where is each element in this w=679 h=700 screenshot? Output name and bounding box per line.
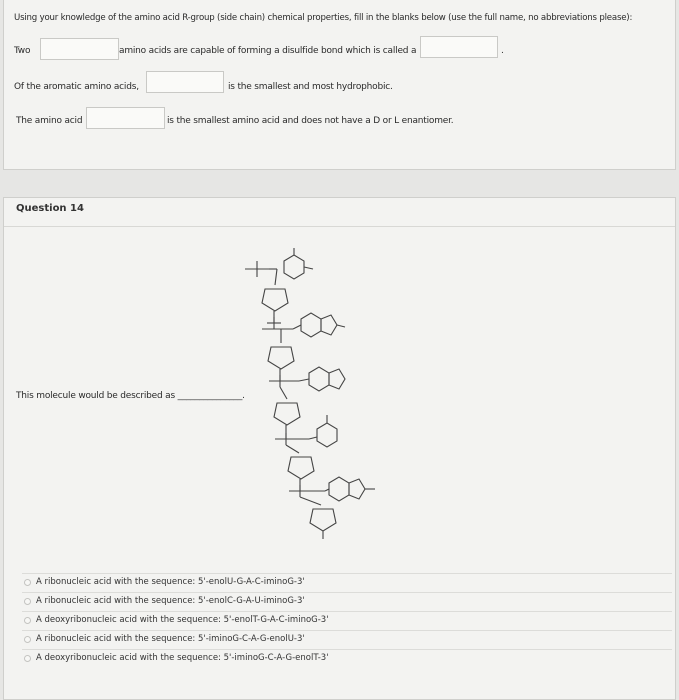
blank-1[interactable] — [40, 38, 119, 60]
answer-option-label: A ribonucleic acid with the sequence: 5'-iminoG-C-A-G-enolU-3' — [36, 634, 305, 644]
question-13-panel — [3, 0, 676, 170]
answer-option-1[interactable] — [22, 573, 672, 593]
q13-line3-pre: The amino acid — [16, 116, 83, 126]
answer-option-5[interactable] — [22, 649, 672, 669]
q13-line2-pre: Of the aromatic amino acids, — [14, 82, 139, 92]
blank-4[interactable] — [86, 107, 165, 129]
answer-option-3[interactable] — [22, 611, 672, 631]
answer-option-label: A deoxyribonucleic acid with the sequence: 5'-iminoG-C-A-G-enolT-3' — [36, 653, 329, 663]
blank-2[interactable] — [420, 36, 498, 58]
answer-option-label: A ribonucleic acid with the sequence: 5'-enolU-G-A-C-iminoG-3' — [36, 577, 305, 587]
question-title: Question 14 — [16, 203, 84, 214]
q13-line3-post: is the smallest amino acid and does not have a D or L enantiomer. — [167, 116, 454, 126]
q14-prompt: This molecule would be described as _______________. — [16, 391, 245, 401]
molecule-figure — [229, 243, 394, 543]
question-header — [4, 198, 675, 227]
radio-icon[interactable] — [24, 598, 31, 605]
answer-option-4[interactable] — [22, 630, 672, 650]
blank-3[interactable] — [146, 71, 224, 93]
q13-instruction: Using your knowledge of the amino acid R-group (side chain) chemical properties, fill in the blanks below (use the full name, no abbreviations please): — [14, 13, 633, 23]
q13-line1-end: . — [501, 46, 504, 56]
q13-line1-mid: amino acids are capable of forming a disulfide bond which is called a — [119, 46, 417, 56]
answer-option-label: A ribonucleic acid with the sequence: 5'-enolC-G-A-U-iminoG-3' — [36, 596, 305, 606]
answer-option-2[interactable] — [22, 592, 672, 612]
answer-option-label: A deoxyribonucleic acid with the sequence: 5'-enolT-G-A-C-iminoG-3' — [36, 615, 329, 625]
radio-icon[interactable] — [24, 655, 31, 662]
radio-icon[interactable] — [24, 579, 31, 586]
radio-icon[interactable] — [24, 636, 31, 643]
question-14-panel — [3, 197, 676, 700]
q13-line2-post: is the smallest and most hydrophobic. — [228, 82, 393, 92]
radio-icon[interactable] — [24, 617, 31, 624]
q13-line1-pre: Two — [14, 46, 31, 56]
